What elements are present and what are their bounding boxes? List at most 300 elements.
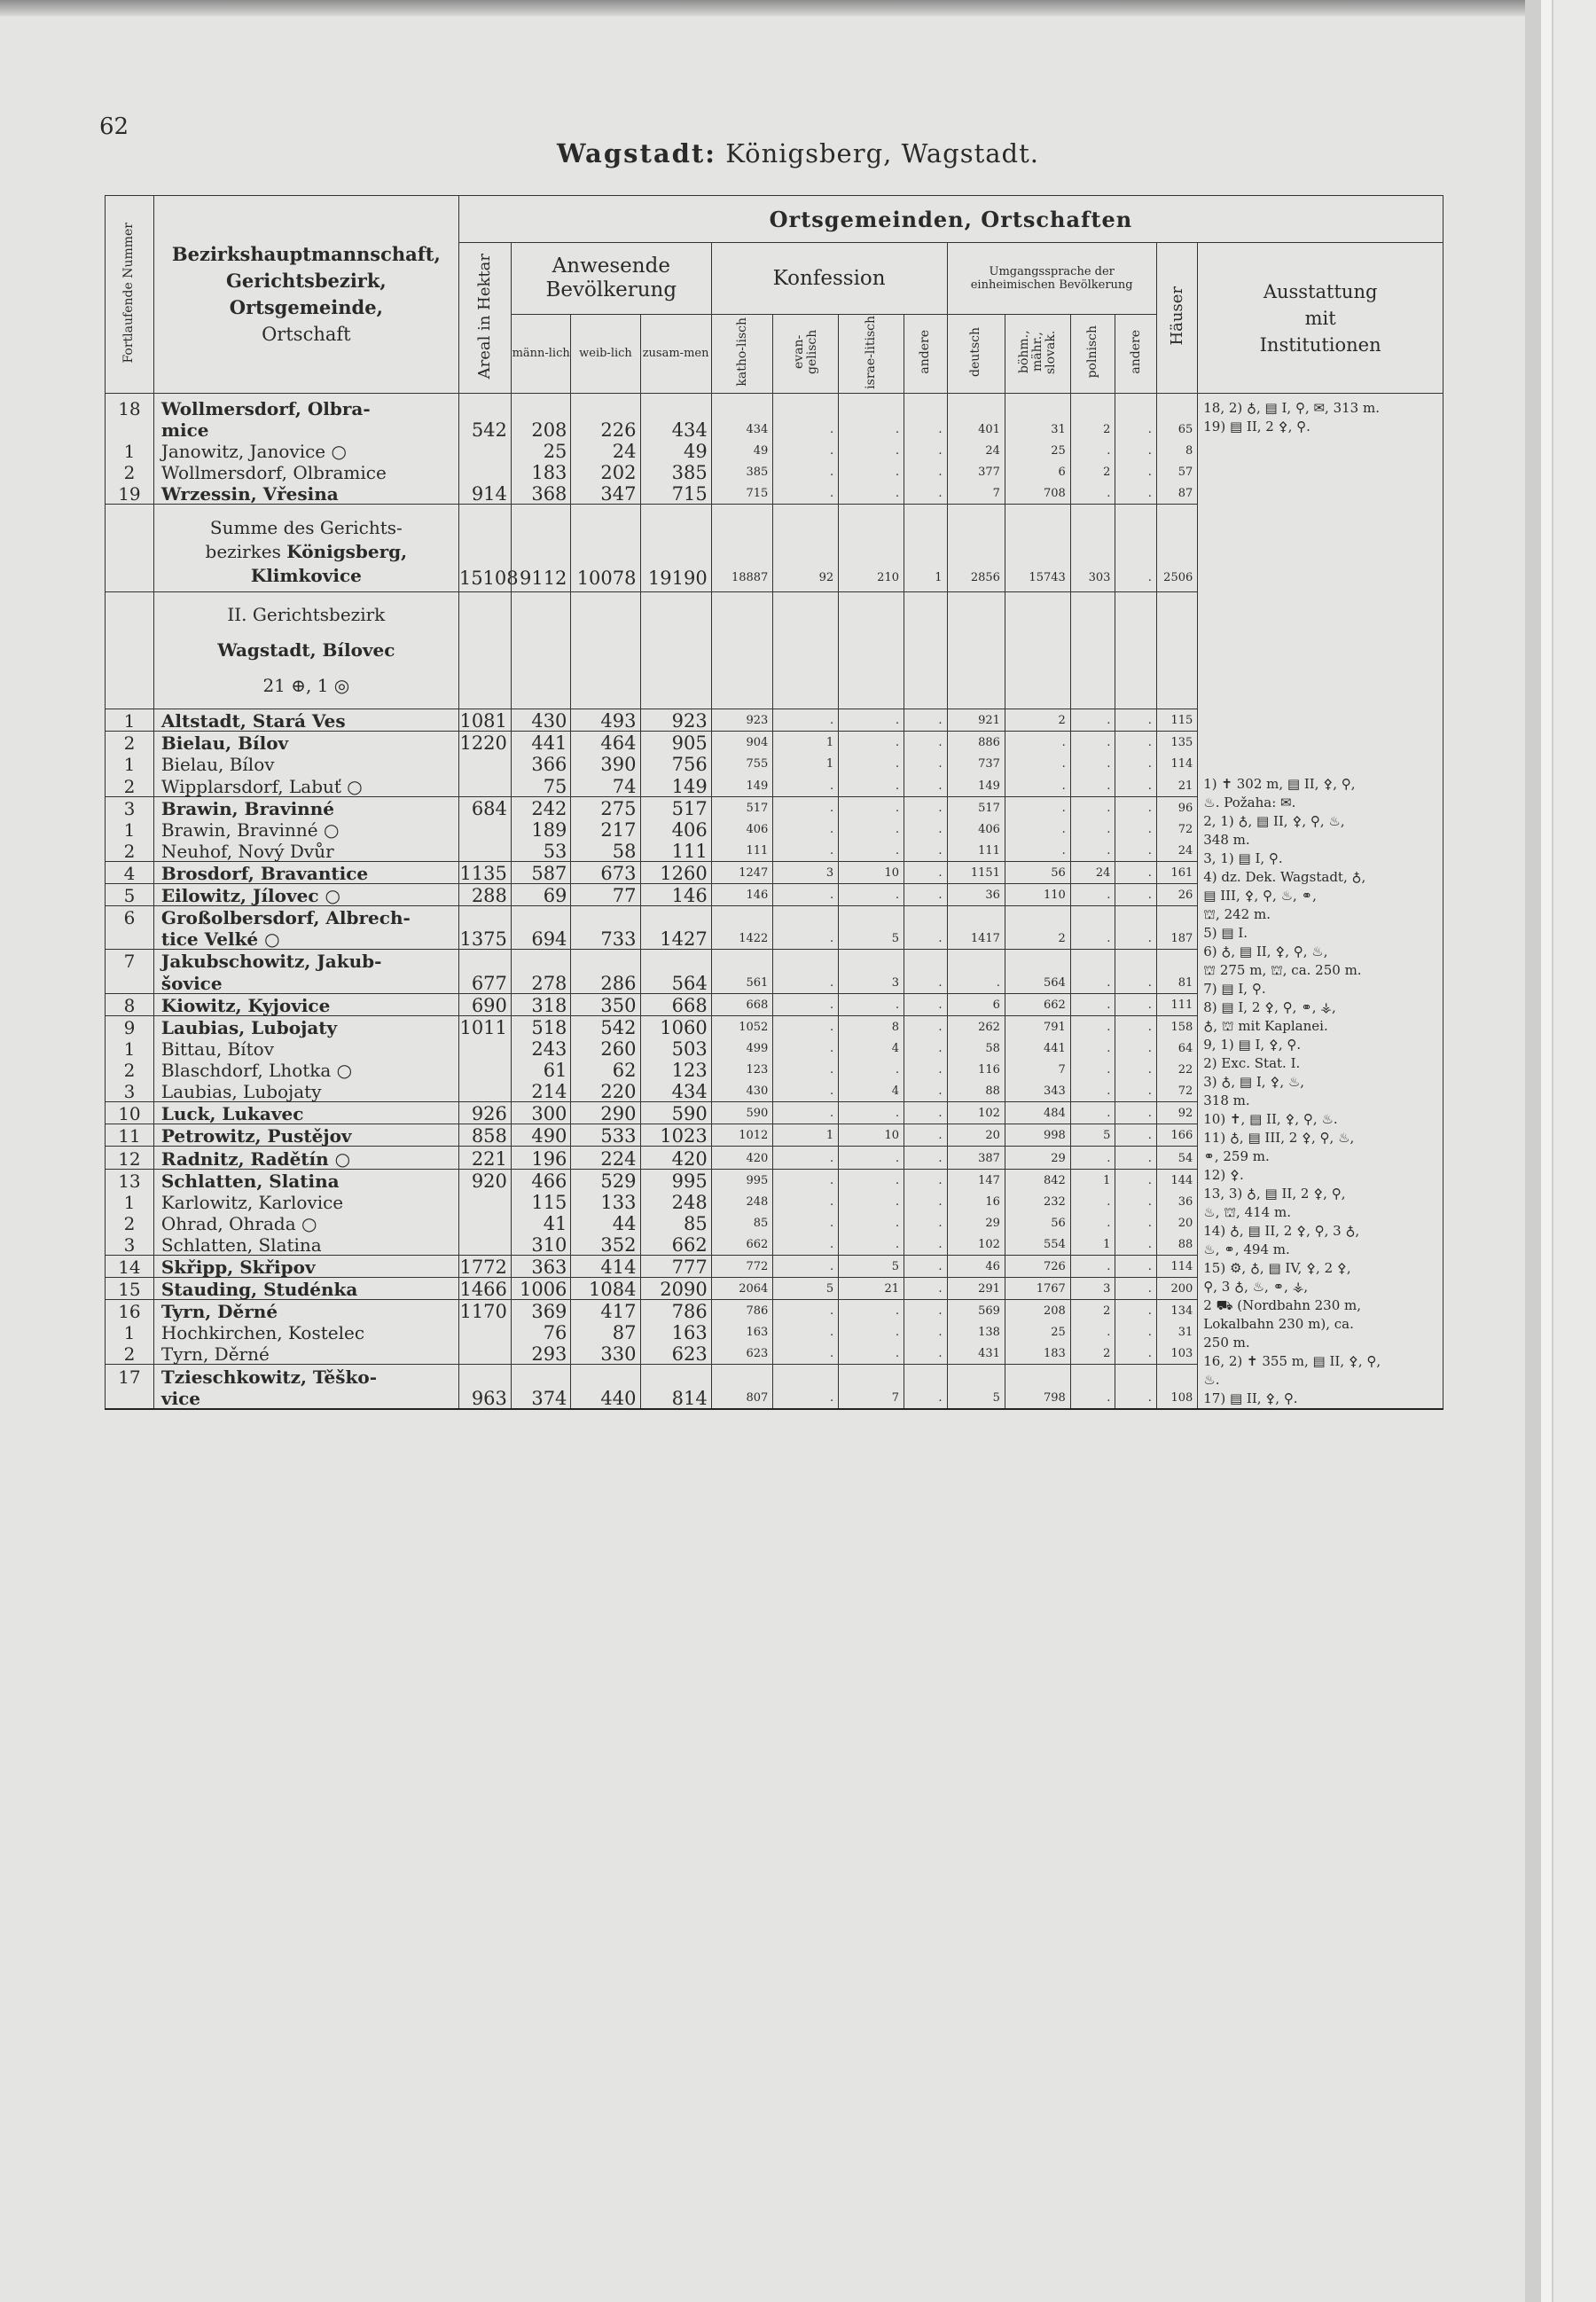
boehm-cell: . xyxy=(1005,818,1070,840)
locality-name xyxy=(153,1102,458,1124)
male-cell: 196 xyxy=(511,1147,571,1169)
haeuser-cell: 158 xyxy=(1156,1015,1197,1037)
polnisch-cell: . xyxy=(1070,1212,1115,1233)
locality-name-text: Luck, Lukavec xyxy=(160,1103,304,1125)
area-cell: 1220 xyxy=(458,732,511,754)
kath-cell: 248 xyxy=(711,1191,773,1212)
female-cell: 417 xyxy=(571,1300,640,1322)
locality-name xyxy=(153,1080,458,1102)
institution-entry: 7) ▤ I, ⚲. xyxy=(1203,981,1266,997)
area-cell xyxy=(458,1365,511,1387)
total-cell: 623 xyxy=(640,1343,711,1365)
israel-cell: 10 xyxy=(839,861,904,883)
andere-cell: . xyxy=(904,1015,948,1037)
kath-cell: 2064 xyxy=(711,1278,773,1300)
institution-entry: 2 ⛟ (Nordbahn 230 m, xyxy=(1203,1297,1362,1313)
male-cell: 25 xyxy=(511,440,571,461)
area-cell: 15108 xyxy=(458,505,511,591)
locality-name xyxy=(153,1191,458,1212)
deutsch-cell: 147 xyxy=(947,1169,1005,1191)
deutsch-cell xyxy=(947,906,1005,928)
locality-name xyxy=(153,1169,458,1191)
male-cell: 430 xyxy=(511,709,571,732)
row-number: 1 xyxy=(106,709,154,732)
kath-cell: 85 xyxy=(711,1212,773,1233)
locality-name-text: vice xyxy=(160,1388,200,1409)
area-cell xyxy=(458,840,511,862)
polnisch-cell: . xyxy=(1070,1321,1115,1343)
evang-cell: . xyxy=(773,928,839,950)
boehm-cell: . xyxy=(1005,732,1070,754)
deutsch-cell xyxy=(947,1365,1005,1387)
header-sprache: Umgangssprache der einheimischen Bevölkerung xyxy=(947,243,1156,315)
polnisch-cell: . xyxy=(1070,732,1115,754)
andere-cell xyxy=(904,906,948,928)
area-cell: 690 xyxy=(458,993,511,1015)
total-cell: 662 xyxy=(640,1233,711,1256)
haeuser-cell: 114 xyxy=(1156,1255,1197,1277)
boehm-cell: 662 xyxy=(1005,993,1070,1015)
kath-cell: 111 xyxy=(711,840,773,862)
row-number: 1 xyxy=(106,818,154,840)
boehm-cell: 183 xyxy=(1005,1343,1070,1365)
kath-cell: 146 xyxy=(711,883,773,905)
empty-cell xyxy=(571,591,640,709)
female-cell: 24 xyxy=(571,440,640,461)
boehm-cell: 7 xyxy=(1005,1059,1070,1080)
kath-cell xyxy=(711,394,773,419)
deutsch-cell: 886 xyxy=(947,732,1005,754)
polnisch-cell: 303 xyxy=(1070,505,1115,591)
sprache-andere-cell: . xyxy=(1115,796,1156,818)
sprache-andere-cell: . xyxy=(1115,1278,1156,1300)
locality-name xyxy=(153,883,458,905)
header-col-number: Fortlaufende Nummer xyxy=(106,196,154,394)
female-cell: 1084 xyxy=(571,1278,640,1300)
locality-name xyxy=(153,971,458,993)
israel-cell: 5 xyxy=(839,928,904,950)
locality-name xyxy=(153,1300,458,1322)
row-number: 3 xyxy=(106,796,154,818)
deutsch-cell: 921 xyxy=(947,709,1005,732)
female-cell: 77 xyxy=(571,883,640,905)
deutsch-cell: 5 xyxy=(947,1387,1005,1409)
institution-entry: ♨, ⚭, 494 m. xyxy=(1203,1241,1290,1257)
deutsch-cell: 111 xyxy=(947,840,1005,862)
sprache-andere-cell: . xyxy=(1115,1321,1156,1343)
boehm-cell: 564 xyxy=(1005,971,1070,993)
israel-cell: 210 xyxy=(839,505,904,591)
institution-entry: 9, 1) ▤ I, ⚴, ⚲. xyxy=(1203,1037,1302,1053)
locality-name xyxy=(153,861,458,883)
institution-entry: 3, 1) ▤ I, ⚲. xyxy=(1203,850,1283,866)
andere-cell: . xyxy=(904,1191,948,1212)
area-cell: 926 xyxy=(458,1102,511,1124)
deutsch-cell: 7 xyxy=(947,482,1005,505)
sprache-andere-cell: . xyxy=(1115,1169,1156,1191)
polnisch-cell: . xyxy=(1070,1147,1115,1169)
female-cell: 414 xyxy=(571,1255,640,1277)
institution-entry: Lokalbahn 230 m), ca. xyxy=(1203,1316,1354,1332)
deutsch-cell: 387 xyxy=(947,1147,1005,1169)
area-cell xyxy=(458,440,511,461)
deutsch-cell: 6 xyxy=(947,993,1005,1015)
locality-name xyxy=(153,796,458,818)
female-cell: 350 xyxy=(571,993,640,1015)
female-cell: 202 xyxy=(571,461,640,482)
andere-cell: . xyxy=(904,419,948,440)
israel-cell: . xyxy=(839,1321,904,1343)
haeuser-cell: 96 xyxy=(1156,796,1197,818)
israel-cell: 10 xyxy=(839,1124,904,1147)
row-number xyxy=(106,591,154,709)
kath-cell: 1012 xyxy=(711,1124,773,1147)
area-cell: 542 xyxy=(458,419,511,440)
row-number: 8 xyxy=(106,993,154,1015)
sprache-andere-cell: . xyxy=(1115,1147,1156,1169)
andere-cell: . xyxy=(904,774,948,796)
locality-name-text: Jakubschowitz, Jakub- xyxy=(160,951,382,973)
row-number: 5 xyxy=(106,883,154,905)
institution-entry: 1) ✝ 302 m, ▤ II, ⚴, ⚲, xyxy=(1203,776,1356,792)
andere-cell: . xyxy=(904,883,948,905)
male-cell: 183 xyxy=(511,461,571,482)
sprache-andere-cell: . xyxy=(1115,1191,1156,1212)
area-cell: 1011 xyxy=(458,1015,511,1037)
locality-name-text: Tzieschkowitz, Těško- xyxy=(160,1366,378,1388)
boehm-cell: 708 xyxy=(1005,482,1070,505)
area-cell xyxy=(458,1233,511,1256)
institution-entry: 4) dz. Dek. Wagstadt, ♁, xyxy=(1203,869,1366,885)
boehm-cell: 110 xyxy=(1005,883,1070,905)
area-cell xyxy=(458,1080,511,1102)
haeuser-cell xyxy=(1156,906,1197,928)
andere-cell: . xyxy=(904,796,948,818)
total-cell: 420 xyxy=(640,1147,711,1169)
deutsch-cell: 88 xyxy=(947,1080,1005,1102)
area-cell xyxy=(458,753,511,774)
locality-name xyxy=(153,1255,458,1277)
male-cell: 363 xyxy=(511,1255,571,1277)
locality-name-text: Karlowitz, Karlovice xyxy=(160,1191,344,1213)
area-cell xyxy=(458,774,511,796)
sum-label xyxy=(153,505,458,591)
total-cell: 668 xyxy=(640,993,711,1015)
total-cell: 123 xyxy=(640,1059,711,1080)
section-heading xyxy=(153,591,458,709)
total-cell: 590 xyxy=(640,1102,711,1124)
haeuser-cell xyxy=(1156,394,1197,419)
kath-cell: 1052 xyxy=(711,1015,773,1037)
area-cell xyxy=(458,1191,511,1212)
male-cell xyxy=(511,906,571,928)
page-number: 62 xyxy=(99,114,129,140)
total-cell: 146 xyxy=(640,883,711,905)
israel-cell: . xyxy=(839,796,904,818)
haeuser-cell: 64 xyxy=(1156,1037,1197,1059)
area-cell xyxy=(458,818,511,840)
evang-cell: . xyxy=(773,1059,839,1080)
locality-name-text: Brawin, Bravinné ○ xyxy=(160,818,340,841)
israel-cell: . xyxy=(839,1147,904,1169)
evang-cell: 1 xyxy=(773,732,839,754)
row-number: 1 xyxy=(106,753,154,774)
andere-cell: . xyxy=(904,1102,948,1124)
total-cell: 517 xyxy=(640,796,711,818)
boehm-cell: 56 xyxy=(1005,1212,1070,1233)
institutions-gap xyxy=(1203,436,1439,775)
sprache-andere-cell: . xyxy=(1115,753,1156,774)
locality-name-text: Tyrn, Děrné xyxy=(160,1301,278,1323)
evang-cell xyxy=(773,906,839,928)
locality-name-text: mice xyxy=(160,419,209,441)
total-cell: 1260 xyxy=(640,861,711,883)
evang-cell: 92 xyxy=(773,505,839,591)
kath-cell: 420 xyxy=(711,1147,773,1169)
total-cell: 814 xyxy=(640,1387,711,1409)
evang-cell: 1 xyxy=(773,753,839,774)
evang-cell: 5 xyxy=(773,1278,839,1300)
evang-cell: . xyxy=(773,1300,839,1322)
kath-cell: 406 xyxy=(711,818,773,840)
kath-cell: 786 xyxy=(711,1300,773,1322)
polnisch-cell: . xyxy=(1070,993,1115,1015)
female-cell: 226 xyxy=(571,419,640,440)
female-cell: 10078 xyxy=(571,505,640,591)
evang-cell: . xyxy=(773,1169,839,1191)
male-cell xyxy=(511,1365,571,1387)
row-number: 9 xyxy=(106,1015,154,1037)
area-cell: 1135 xyxy=(458,861,511,883)
boehm-cell: 31 xyxy=(1005,419,1070,440)
locality-name xyxy=(153,709,458,732)
israel-cell: . xyxy=(839,419,904,440)
sum-label-line: Königsberg, xyxy=(286,540,408,562)
row-number: 2 xyxy=(106,1059,154,1080)
kath-cell: 149 xyxy=(711,774,773,796)
header-andere: andere xyxy=(904,315,948,394)
male-cell: 9112 xyxy=(511,505,571,591)
header-ausstattung-line: Ausstattung xyxy=(1263,280,1378,302)
empty-cell xyxy=(511,591,571,709)
kath-cell: 18887 xyxy=(711,505,773,591)
andere-cell: . xyxy=(904,461,948,482)
institution-entry: ⛫, 242 m. xyxy=(1203,906,1271,922)
empty-cell xyxy=(904,591,948,709)
polnisch-cell: . xyxy=(1070,1059,1115,1080)
header-population: Anwesende Bevölkerung xyxy=(511,243,711,315)
kath-cell: 590 xyxy=(711,1102,773,1124)
area-cell: 221 xyxy=(458,1147,511,1169)
male-cell: 318 xyxy=(511,993,571,1015)
israel-cell: . xyxy=(839,482,904,505)
locality-name-text: Wollmersdorf, Olbra- xyxy=(160,397,371,419)
deutsch-cell: 2856 xyxy=(947,505,1005,591)
header-col-name xyxy=(153,196,458,394)
locality-name xyxy=(153,1233,458,1256)
locality-name-text: Schlatten, Slatina xyxy=(160,1233,322,1256)
boehm-cell: 842 xyxy=(1005,1169,1070,1191)
institution-entry: 17) ▤ II, ⚴, ⚲. xyxy=(1203,1390,1298,1406)
total-cell xyxy=(640,906,711,928)
deutsch-cell: 46 xyxy=(947,1255,1005,1277)
male-cell: 694 xyxy=(511,928,571,950)
andere-cell: . xyxy=(904,1080,948,1102)
evang-cell: . xyxy=(773,1037,839,1059)
area-cell: 1466 xyxy=(458,1278,511,1300)
israel-cell xyxy=(839,906,904,928)
haeuser-cell: 31 xyxy=(1156,1321,1197,1343)
andere-cell: . xyxy=(904,440,948,461)
evang-cell: . xyxy=(773,461,839,482)
kath-cell: 385 xyxy=(711,461,773,482)
polnisch-cell: . xyxy=(1070,753,1115,774)
haeuser-cell: 115 xyxy=(1156,709,1197,732)
kath-cell xyxy=(711,906,773,928)
male-cell: 368 xyxy=(511,482,571,505)
boehm-cell: 343 xyxy=(1005,1080,1070,1102)
header-haeuser: Häuser xyxy=(1156,243,1197,394)
male-cell: 366 xyxy=(511,753,571,774)
institution-entry: 18, 2) ♁, ▤ I, ⚲, ✉, 313 m. xyxy=(1203,400,1380,416)
male-cell: 69 xyxy=(511,883,571,905)
deutsch-cell: 16 xyxy=(947,1191,1005,1212)
deutsch-cell xyxy=(947,394,1005,419)
row-number: 12 xyxy=(106,1147,154,1169)
total-cell: 49 xyxy=(640,440,711,461)
evang-cell: 3 xyxy=(773,861,839,883)
israel-cell: . xyxy=(839,883,904,905)
boehm-cell xyxy=(1005,394,1070,419)
area-cell xyxy=(458,1343,511,1365)
institution-entry: 11) ♁, ▤ III, 2 ⚴, ⚲, ♨, xyxy=(1203,1130,1355,1146)
evang-cell: . xyxy=(773,1387,839,1409)
sum-label-line: Summe des Gerichts- xyxy=(209,516,403,538)
sprache-andere-cell: . xyxy=(1115,1124,1156,1147)
area-cell: 963 xyxy=(458,1387,511,1409)
row-number: 3 xyxy=(106,1080,154,1102)
total-cell: 385 xyxy=(640,461,711,482)
sprache-andere-cell: . xyxy=(1115,732,1156,754)
total-cell: 905 xyxy=(640,732,711,754)
female-cell: 290 xyxy=(571,1102,640,1124)
institution-entry: 250 m. xyxy=(1203,1335,1250,1351)
kath-cell: 923 xyxy=(711,709,773,732)
evang-cell: . xyxy=(773,1343,839,1365)
page-edge-background xyxy=(1553,0,1596,2302)
section-heading-line: II. Gerichtsbezirk xyxy=(227,604,386,626)
locality-name xyxy=(153,1321,458,1343)
kath-cell: 662 xyxy=(711,1233,773,1256)
female-cell: 440 xyxy=(571,1387,640,1409)
polnisch-cell: 2 xyxy=(1070,1300,1115,1322)
empty-cell xyxy=(1115,591,1156,709)
header-evang: evan-gelisch xyxy=(773,315,839,394)
israel-cell: . xyxy=(839,818,904,840)
haeuser-cell: 114 xyxy=(1156,753,1197,774)
male-cell: 466 xyxy=(511,1169,571,1191)
deutsch-cell: 20 xyxy=(947,1124,1005,1147)
andere-cell: . xyxy=(904,709,948,732)
female-cell: 217 xyxy=(571,818,640,840)
polnisch-cell: . xyxy=(1070,1387,1115,1409)
kath-cell: 123 xyxy=(711,1059,773,1080)
israel-cell: 3 xyxy=(839,971,904,993)
haeuser-cell: 134 xyxy=(1156,1300,1197,1322)
kath-cell: 772 xyxy=(711,1255,773,1277)
polnisch-cell xyxy=(1070,906,1115,928)
locality-name xyxy=(153,1278,458,1300)
kath-cell: 995 xyxy=(711,1169,773,1191)
male-cell: 214 xyxy=(511,1080,571,1102)
polnisch-cell xyxy=(1070,394,1115,419)
row-number: 18 xyxy=(106,394,154,419)
area-cell: 858 xyxy=(458,1124,511,1147)
polnisch-cell: . xyxy=(1070,1015,1115,1037)
row-number: 2 xyxy=(106,461,154,482)
locality-name-text: Laubias, Lubojaty xyxy=(160,1016,338,1038)
empty-cell xyxy=(839,591,904,709)
locality-name xyxy=(153,1387,458,1409)
header-pop-total: zusam-men xyxy=(640,315,711,394)
israel-cell: . xyxy=(839,1169,904,1191)
female-cell: 542 xyxy=(571,1015,640,1037)
female-cell: 275 xyxy=(571,796,640,818)
polnisch-cell: . xyxy=(1070,440,1115,461)
israel-cell: 4 xyxy=(839,1037,904,1059)
haeuser-cell: 36 xyxy=(1156,1191,1197,1212)
area-cell xyxy=(458,1321,511,1343)
haeuser-cell: 81 xyxy=(1156,971,1197,993)
sprache-andere-cell xyxy=(1115,950,1156,972)
empty-cell xyxy=(640,591,711,709)
area-cell xyxy=(458,394,511,419)
evang-cell: . xyxy=(773,440,839,461)
haeuser-cell: 108 xyxy=(1156,1387,1197,1409)
deutsch-cell: 29 xyxy=(947,1212,1005,1233)
locality-name-text: Blaschdorf, Lhotka ○ xyxy=(160,1059,353,1081)
haeuser-cell: 72 xyxy=(1156,818,1197,840)
row-number: 1 xyxy=(106,1321,154,1343)
area-cell xyxy=(458,461,511,482)
polnisch-cell: 2 xyxy=(1070,461,1115,482)
sprache-andere-cell: . xyxy=(1115,840,1156,862)
kath-cell xyxy=(711,950,773,972)
total-cell: 1060 xyxy=(640,1015,711,1037)
female-cell: 330 xyxy=(571,1343,640,1365)
kath-cell: 1422 xyxy=(711,928,773,950)
andere-cell: . xyxy=(904,1343,948,1365)
page-top-edge xyxy=(0,0,1596,16)
header-name-line: Gerichtsbezirk, xyxy=(225,270,387,292)
title-district: Wagstadt: xyxy=(557,138,717,168)
row-number: 11 xyxy=(106,1124,154,1147)
sprache-andere-cell: . xyxy=(1115,993,1156,1015)
header-israel: israe-litisch xyxy=(839,315,904,394)
israel-cell: . xyxy=(839,461,904,482)
haeuser-cell: 161 xyxy=(1156,861,1197,883)
boehm-cell: . xyxy=(1005,753,1070,774)
boehm-cell xyxy=(1005,1365,1070,1387)
row-number: 13 xyxy=(106,1169,154,1191)
haeuser-cell: 144 xyxy=(1156,1169,1197,1191)
row-number: 3 xyxy=(106,1233,154,1256)
andere-cell: . xyxy=(904,1169,948,1191)
andere-cell: . xyxy=(904,1037,948,1059)
deutsch-cell: 149 xyxy=(947,774,1005,796)
total-cell: 786 xyxy=(640,1300,711,1322)
evang-cell: . xyxy=(773,1321,839,1343)
